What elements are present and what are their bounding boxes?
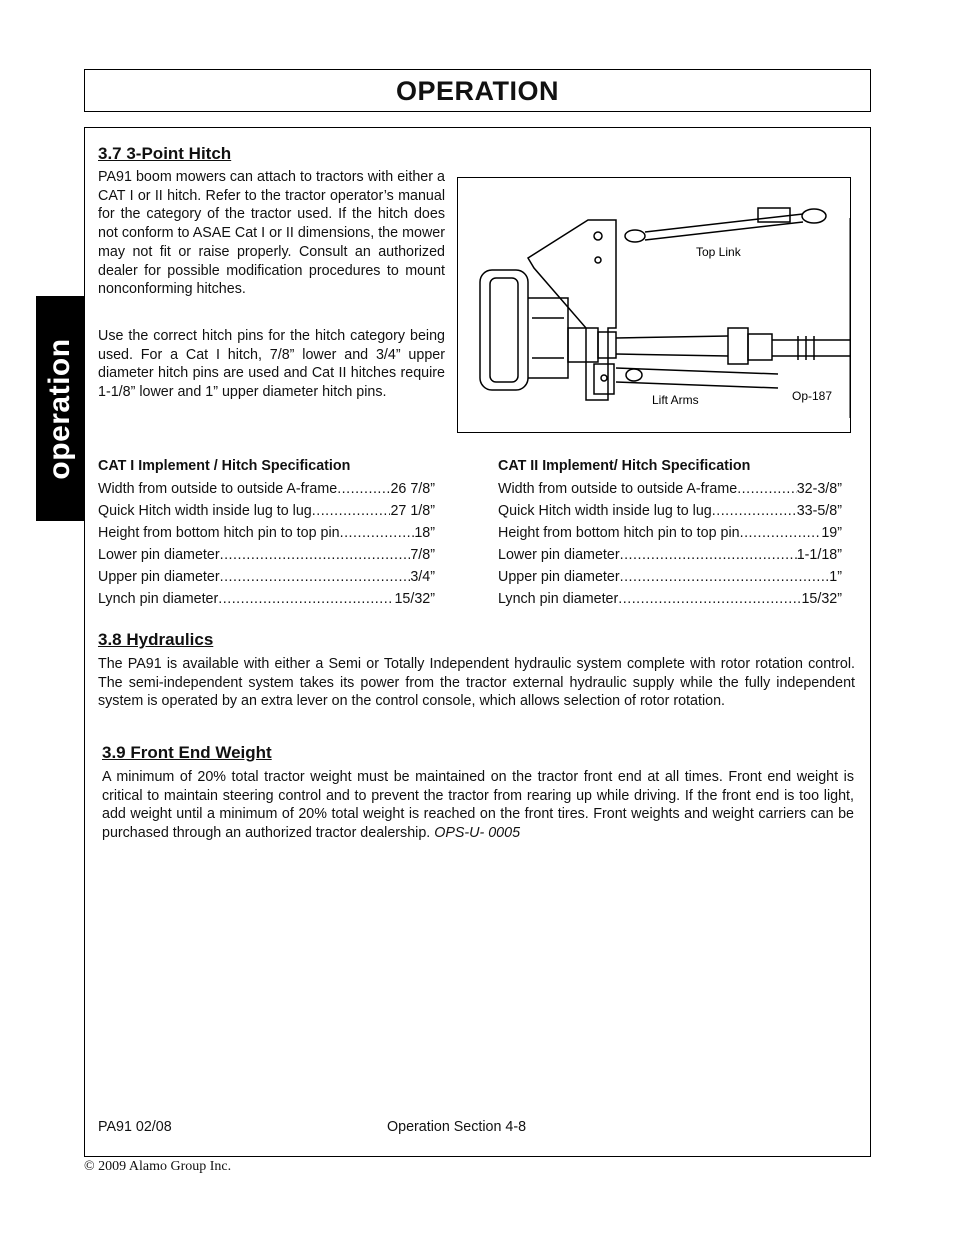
footer-model-date: PA91 02/08 — [98, 1119, 172, 1135]
spec-value: 32-3/8” — [796, 481, 842, 497]
side-tab-label: operation — [43, 337, 76, 480]
hitch-paragraph-2: Use the correct hitch pins for the hitch category being used. For a Cat I hitch, 7/8” lower and 3/4” upper diameter hitch pins are used and Cat II hitches require 1-1/8” lower and 1” upper diameter hitch pins. — [98, 328, 445, 401]
figure-id-label: Op-187 — [792, 389, 833, 403]
section-heading-3-7: 3.7 3-Point Hitch — [98, 144, 232, 163]
section-heading-3-9: 3.9 Front End Weight — [102, 743, 272, 762]
page-title: OPERATION — [395, 76, 559, 106]
spec-row — [498, 522, 842, 544]
spec-row — [98, 522, 435, 544]
spec-label: Height from bottom hitch pin to top pin — [98, 525, 340, 541]
spec-row — [98, 588, 435, 610]
lift-arms-label: Lift Arms — [652, 393, 699, 407]
front-weight-text: A minimum of 20% total tractor weight must be maintained on the tractor front end at all times. Front end weight is critical to maintain steering control and to prevent the tractor from rearing up while driving. If the front end is too light, add weight until a minimum of 20% total weight is reached on the front tires. Front weights and weight carriers can be purchased through an authorized tractor dealership. — [102, 769, 854, 842]
spec-value: 7/8” — [410, 547, 435, 563]
spec-value: 27 1/8” — [390, 503, 435, 519]
spec-label: Lynch pin diameter — [498, 591, 619, 607]
spec-value: 19” — [821, 525, 842, 541]
spec-row — [98, 478, 435, 500]
spec-label: Upper pin diameter — [98, 569, 220, 585]
top-link-label: Top Link — [696, 245, 741, 259]
hydraulics-paragraph: The PA91 is available with either a Semi or Totally Independent hydraulic system complete with rotor rotation control. The semi-independent system takes its power from the tractor external hydraulic supply while the fully independent system is operated by an extra lever on the control console, which allows selection of rotor rotation. — [98, 656, 855, 710]
spec-row — [498, 500, 842, 522]
spec-label: Width from outside to outside A-frame — [98, 481, 338, 497]
spec-row — [98, 544, 435, 566]
spec-row — [498, 588, 842, 610]
footer-section-page: Operation Section 4-8 — [387, 1119, 527, 1135]
spec-value: 1-1/18” — [796, 547, 842, 563]
ops-code: OPS-U- 0005 — [434, 825, 521, 842]
spec-value: 18” — [414, 525, 435, 541]
hitch-figure — [457, 177, 851, 433]
spec-label: Upper pin diameter — [498, 569, 620, 585]
spec-value: 3/4” — [410, 569, 435, 585]
spec-value: 33-5/8” — [796, 503, 842, 519]
spec-value: 15/32” — [394, 591, 435, 607]
hitch-paragraph-1: PA91 boom mowers can attach to tractors with either a CAT I or II hitch. Refer to the tractor operator’s manual for the category of the tractor used. If the hitch does not conform to ASAE Cat I or II dimensions, the mower may not fit or raise properly. Consult an authorized dealer for possible modification procedures to mount nonconforming hitches. — [98, 169, 445, 298]
spec-row — [98, 566, 435, 588]
spec-row — [98, 500, 435, 522]
spec-label: Width from outside to outside A-frame — [498, 481, 738, 497]
front-weight-paragraph — [102, 768, 854, 843]
spec-label: Height from bottom hitch pin to top pin — [498, 525, 740, 541]
spec-label: Lower pin diameter — [498, 547, 620, 563]
copyright-notice: © 2009 Alamo Group Inc. — [84, 1159, 232, 1174]
section-heading-3-8: 3.8 Hydraulics — [98, 630, 214, 649]
cat2-spec-list — [498, 478, 842, 610]
hitch-illustration — [458, 178, 850, 432]
spec-label: Lower pin diameter — [98, 547, 220, 563]
cat1-spec-list — [98, 478, 435, 610]
spec-label: Lynch pin diameter — [98, 591, 219, 607]
spec-value: 1” — [829, 569, 842, 585]
cat1-spec-title: CAT I Implement / Hitch Specification — [98, 458, 351, 474]
spec-row — [498, 478, 842, 500]
spec-label: Quick Hitch width inside lug to lug — [98, 503, 312, 519]
page-header — [84, 69, 871, 112]
spec-row — [498, 544, 842, 566]
side-tab — [36, 296, 84, 521]
cat2-spec-title: CAT II Implement/ Hitch Specification — [498, 458, 751, 474]
spec-value: 15/32” — [801, 591, 842, 607]
spec-label: Quick Hitch width inside lug to lug — [498, 503, 712, 519]
spec-row — [498, 566, 842, 588]
spec-value: 26 7/8” — [390, 481, 435, 497]
